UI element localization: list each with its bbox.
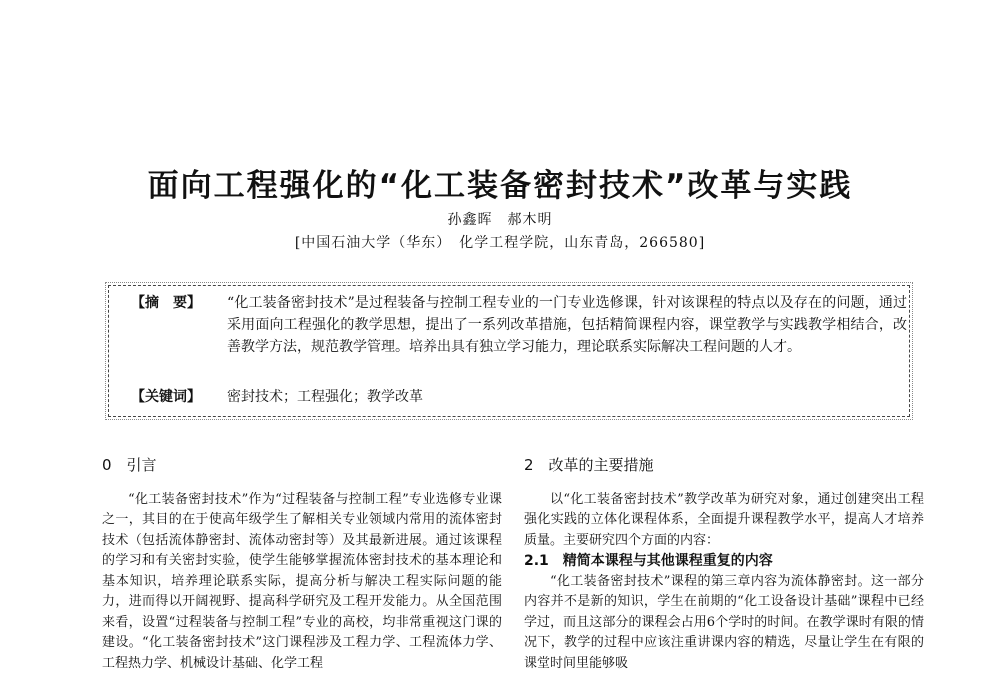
abstract-label: 【摘 要】 (131, 295, 201, 311)
section-heading-measures: 2 改革的主要措施 (524, 456, 654, 474)
subsection-paragraph: “化工装备密封技术”课程的第三章内容为流体静密封。这一部分内容并不是新的知识，学生在前期的“化工设备设计基础”课程中已经学过，而且这部分的课程会占用6个学时的时间。在教学课时有限的情况下，教学的过程中应该注重讲课内容的精选，尽量让学生在有限的课堂时间里能够吸 (524, 573, 924, 671)
abstract-box (108, 285, 910, 417)
keywords-label: 【关键词】 (131, 389, 201, 405)
keywords-text: 密封技术；工程强化；教学改革 (227, 389, 423, 405)
right-column (524, 455, 924, 674)
authors: 孙鑫晖 郝木明 (447, 212, 553, 228)
paper-title: 面向工程强化的“化工装备密封技术”改革与实践 (147, 168, 853, 204)
affiliation: [中国石油大学（华东） 化学工程学院，山东青岛，266580] (294, 235, 706, 251)
subsection-heading: 2.1 精简本课程与其他课程重复的内容 (524, 553, 773, 569)
section-heading-intro: 0 引言 (102, 456, 157, 474)
intro-paragraph: “化工装备密封技术”作为“过程装备与控制工程”专业选修专业课之一，其目的在于使高年级学生了解相关专业领域内常用的流体密封技术（包括流体静密封、流体动密封等）及其最新进展。通过该课程的学习和有关密封实验，使学生能够掌握流体密封技术的基本理论和基本知识，培养理论联系实际，提高分析与解决工程实际问题的能力，进而得以开阔视野、提高科学研究及工程开发能力。从全国范围来看，设置“过程装备与控制工程”专业的高校，均非常重视这门课的建设。“化工装备密封技术”这门课程涉及工程力学、工程流体力学、工程热力学、机械设计基础、化学工程 (102, 491, 502, 671)
measures-paragraph: 以“化工装备密封技术”教学改革为研究对象，通过创建突出工程强化实践的立体化课程体系，全面提升课程教学水平，提高人才培养质量。主要研究四个方面的内容： (524, 491, 924, 548)
abstract-text: “化工装备密封技术”是过程装备与控制工程专业的一门专业选修课，针对该课程的特点以及存在的问题，通过采用面向工程强化的教学思想，提出了一系列改革措施，包括精简课程内容，课堂教学与实践教学相结合，改善教学方法，规范教学管理。培养出具有独立学习能力，理论联系实际解决工程问题的人才。 (227, 295, 907, 355)
left-column (102, 455, 502, 674)
